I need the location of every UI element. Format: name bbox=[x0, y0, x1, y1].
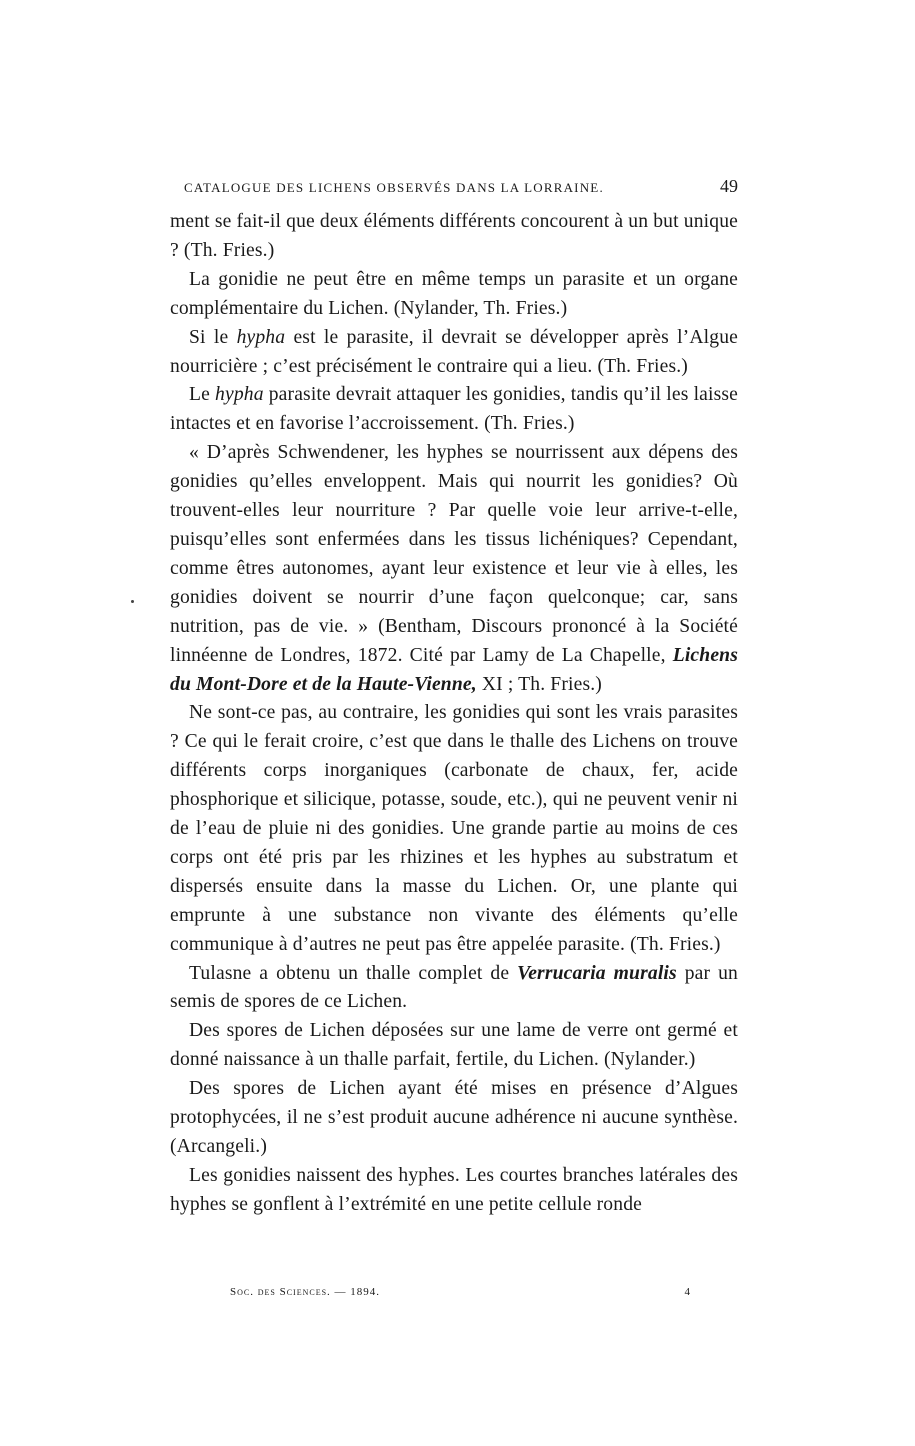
paragraph-3-end: est le parasite, il devrait se développer après l’Algue nourricière ; c’est précisément le contraire qui a lieu. (Th. Fries.) bbox=[170, 326, 738, 377]
paragraph-5-quotation bbox=[170, 439, 738, 699]
paragraph-7-species: Verrucaria muralis bbox=[517, 962, 677, 984]
running-head bbox=[170, 178, 738, 208]
sheet-number: 4 bbox=[684, 1286, 690, 1298]
paragraph-4 bbox=[170, 381, 738, 439]
paragraph-2: La gonidie ne peut être en même temps un parasite et un organe complémentaire du Lichen. (Nylander, Th. Fries.) bbox=[170, 268, 738, 319]
paragraph-9: Des spores de Lichen ayant été mises en présence d’Algues protophycées, il ne s’est produit aucune adhérence ni aucune synthèse. (Arcangeli.) bbox=[170, 1078, 738, 1157]
paragraph-3 bbox=[170, 324, 738, 382]
body-text bbox=[170, 208, 738, 1220]
margin-mark bbox=[131, 600, 134, 603]
page-content bbox=[170, 178, 738, 1220]
paragraph-3-start: Si le bbox=[189, 326, 237, 348]
paragraph-5-end: XI ; Th. Fries.) bbox=[476, 673, 602, 695]
paragraph-5-start: « D’après Schwendener, les hyphes se nourrissent aux dépens des gonidies qu’elles enveloppent. Mais qui nourrit les gonidies? Où trouvent-elles leur nourriture ? Par quelle voie leur arrive-t-elle, puisqu’elles sont enfermées dans les tissus lichéniques? Cependant, comme êtres autonomes, ayant leur existence et leur vie à elles, les gonidies doivent se nourrir d’une façon quelconque; car, sans nutrition, pas de vie. » (Bentham, Discours prononcé à la Société linnéenne de Londres, 1872. Cité par Lamy de La Chapelle, bbox=[170, 442, 738, 666]
paragraph-5-book-title: Lichens du Mont-Dore et de la Haute-Vienne, bbox=[170, 644, 738, 695]
signature-line: Soc. des Sciences. — 1894. bbox=[230, 1286, 381, 1298]
paragraph-4-start: Le bbox=[189, 384, 216, 406]
paragraph-7-start: Tulasne a obtenu un thalle complet de bbox=[189, 962, 518, 984]
paragraph-4-end: parasite devrait attaquer les gonidies, tandis qu’il les laisse intactes et en favorise l’accroissement. (Th. Fries.) bbox=[170, 384, 739, 435]
paragraph-3-italic: hypha bbox=[236, 326, 286, 348]
paragraph-1: ment se fait-il que deux éléments différents concourent à un but unique ? (Th. Fries.) bbox=[170, 211, 738, 261]
paragraph-7-end: par un semis de spores de ce Lichen. bbox=[170, 962, 738, 1013]
paragraph-7 bbox=[170, 960, 738, 1018]
paragraph-6: Ne sont-ce pas, au contraire, les gonidies qui sont les vrais parasites ? Ce qui le ferait croire, c’est que dans le thalle des Lichens on trouve différents corps inorganiques (carbonate de chaux, fer, acide phosphorique et silicique, potasse, soude, etc.), qui ne peuvent venir ni de l’eau de pluie ni des gonidies. Une grande partie au moins de ces corps ont été pris par les rhizines et les hyphes au substratum et dispersés ensuite dans la masse du Lichen. Or, une plante qui emprunte à une substance non vivante des éléments qu’elle communique à d’autres ne peut pas être appelée parasite. (Th. Fries.) bbox=[170, 702, 738, 955]
paragraph-8: Des spores de Lichen déposées sur une lame de verre ont germé et donné naissance à un thalle parfait, fertile, du Lichen. (Nylander.) bbox=[170, 1020, 738, 1071]
paragraph-4-italic: hypha bbox=[215, 384, 264, 406]
paragraph-10: Les gonidies naissent des hyphes. Les courtes branches latérales des hyphes se gonflent à l’extrémité en une petite cellule ronde bbox=[170, 1164, 738, 1215]
page-footer bbox=[230, 1286, 690, 1306]
running-title: CATALOGUE DES LICHENS OBSERVÉS DANS LA LORRAINE. bbox=[184, 180, 604, 195]
page-number: 49 bbox=[720, 176, 738, 196]
